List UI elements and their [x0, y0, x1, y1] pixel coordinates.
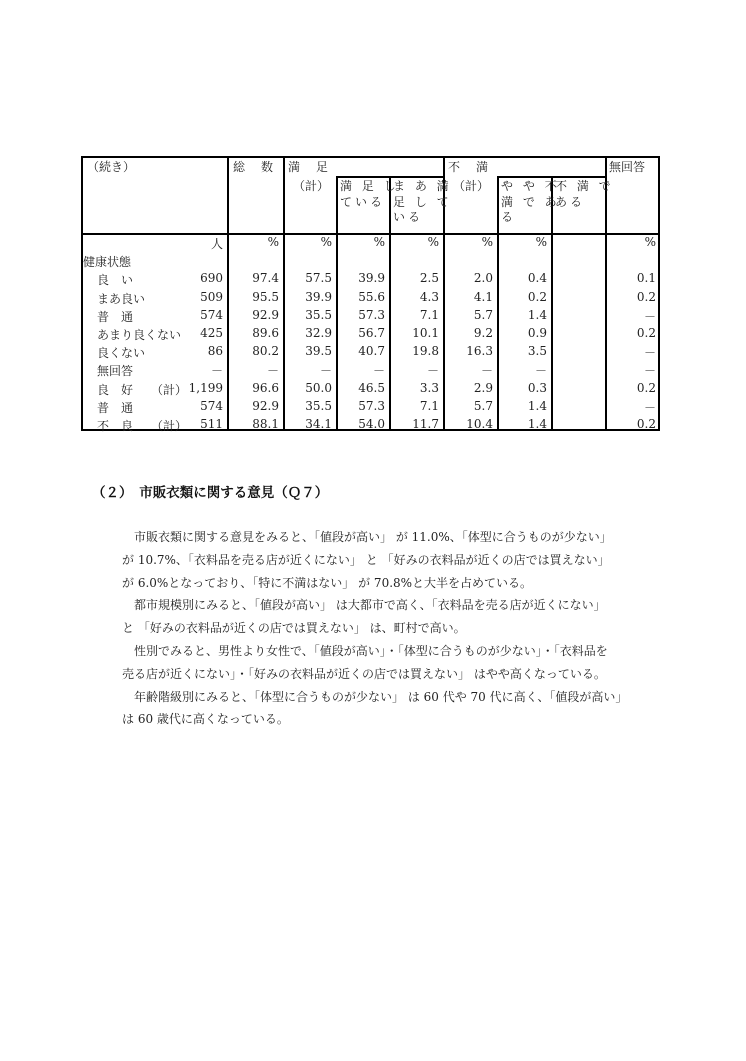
table-cell: 1,199 [188, 380, 223, 395]
table-cell: 1.4 [527, 417, 547, 431]
row-label: 不 良 （計） [97, 419, 188, 433]
table-cell: 57.3 [358, 307, 385, 322]
table-cell: 80.2 [252, 344, 279, 359]
table-cell: 3.3 [419, 380, 439, 395]
header-satisfied-somewhat: ま あ 満 足 し て いる [393, 179, 452, 224]
table-cell: 39.9 [305, 289, 332, 304]
table-cell: 0.2 [636, 326, 656, 340]
table-cell: 2.0 [473, 271, 493, 286]
header-total: 総 数 [233, 160, 276, 174]
table-cell: 2.9 [473, 380, 493, 395]
table-cell: － [643, 346, 656, 361]
table-cell: － [480, 364, 493, 379]
header-dissatisfied: 不 満 [448, 160, 491, 174]
header-dissatisfied-yes: 不 満 で ある [555, 179, 614, 209]
table-cell: 511 [200, 417, 223, 431]
row-label: 良 い [97, 273, 134, 288]
table-cell: 5.7 [473, 398, 493, 413]
table-cell: 95.5 [252, 289, 279, 304]
table-cell: 11.7 [412, 417, 439, 431]
table-cell: 32.9 [305, 326, 332, 340]
table-cell: 40.7 [358, 344, 385, 359]
table-cell: 16.3 [466, 344, 493, 359]
row-label: 良 好 （計） [97, 382, 188, 397]
unit-label: 人 [210, 237, 223, 251]
row-divider [336, 176, 443, 178]
unit-label: % [481, 235, 493, 249]
row-label: 良くない [97, 346, 146, 361]
table-cell: － [643, 364, 656, 379]
col-divider [283, 158, 285, 429]
table-cell: 35.5 [305, 398, 332, 413]
table-cell: 574 [200, 398, 223, 413]
table-cell: 1.4 [527, 307, 547, 322]
table-cell: 39.9 [358, 271, 385, 286]
table-cell: 425 [200, 326, 223, 340]
unit-label: % [644, 235, 656, 249]
row-label: あまり良くない [97, 328, 182, 342]
table-cell: 509 [200, 289, 223, 304]
table-cell: － [426, 364, 439, 379]
text-line: が 10.7%、「衣料品を売る店が近くにない」 と 「好みの衣料品が近くの店では買えない」 [122, 552, 610, 567]
table-cell: 56.7 [358, 326, 385, 340]
table-cell: 0.2 [636, 380, 656, 395]
col-divider [389, 176, 391, 429]
group-label: 健康状態 [83, 255, 132, 270]
unit-label: % [535, 235, 547, 249]
text-line: 都市規模別にみると、「値段が高い」 は大都市で高く、「衣料品を売る店が近くにない」 [122, 598, 606, 613]
table-cell: 50.0 [305, 380, 332, 395]
table-cell: 97.4 [252, 271, 279, 286]
table-cell: 0.9 [527, 326, 547, 340]
row-divider [497, 176, 605, 178]
table-cell: 96.6 [252, 380, 279, 395]
table-cell: 4.3 [419, 289, 439, 304]
table-cell: － [266, 364, 279, 379]
header-satisfied: 満 足 [288, 160, 331, 174]
table-cell: 7.1 [419, 398, 439, 413]
table-cell: 92.9 [252, 307, 279, 322]
row-label: 無回答 [97, 364, 134, 379]
table-cell: 54.0 [358, 417, 385, 431]
table-cell: 10.1 [412, 326, 439, 340]
table-cell: 574 [200, 307, 223, 322]
table-cell: 19.8 [412, 344, 439, 359]
table-cell: 0.2 [636, 289, 656, 304]
text-line: 市販衣類に関する意見をみると、「値段が高い」 が 11.0%、「体型に合うものが少ない」 [122, 530, 612, 544]
section-title: （２） 市販衣類に関する意見（Ｑ７） [92, 485, 329, 501]
table-cell: 86 [207, 344, 223, 359]
table-cell: 0.2 [636, 417, 656, 431]
header-divider [83, 233, 658, 235]
table-cell: 92.9 [252, 398, 279, 413]
table-cell: 35.5 [305, 307, 332, 322]
table-cell: － [643, 309, 656, 324]
table-cell: 0.2 [527, 289, 547, 304]
text-line: と 「好みの衣料品が近くの店では買えない」 は、町村で高い。 [122, 621, 466, 636]
table-cell: 7.1 [419, 307, 439, 322]
table-cell: 46.5 [358, 380, 385, 395]
table-cell: － [372, 364, 385, 379]
table-cell: － [534, 364, 547, 379]
text-line: は 60 歳代に高くなっている。 [122, 712, 289, 727]
unit-label: % [267, 235, 279, 249]
header-dissatisfied-somewhat: や や 不 満 で あ る [501, 179, 560, 224]
header-satisfied-total: （計） [293, 179, 330, 193]
table-cell: 2.5 [419, 271, 439, 286]
table-cell: 34.1 [305, 417, 332, 431]
table-cell: 88.1 [252, 417, 279, 431]
table-cell: 89.6 [252, 326, 279, 340]
table-cell: 10.4 [466, 417, 493, 431]
table-cell: 0.4 [527, 271, 547, 286]
table-cell: 1.4 [527, 398, 547, 413]
table-cell: 57.5 [305, 271, 332, 286]
corner-label: （続き） [87, 160, 136, 174]
table-cell: 5.7 [473, 307, 493, 322]
table-cell: － [319, 364, 332, 379]
table-cell: － [643, 400, 656, 415]
col-divider [336, 176, 338, 429]
table-cell: 55.6 [358, 289, 385, 304]
table-cell: 57.3 [358, 398, 385, 413]
table-cell: － [210, 364, 223, 379]
col-divider [497, 176, 499, 429]
table-cell: 39.5 [305, 344, 332, 359]
row-label: 普 通 [97, 309, 134, 324]
table-cell: 9.2 [473, 326, 493, 340]
table-cell: 3.5 [527, 344, 547, 359]
text-line: 年齢階級別にみると、「体型に合うものが少ない」 は 60 代や 70 代に高く、「値段が高い」 [122, 689, 628, 704]
text-line: 売る店が近くにない」・「好みの衣料品が近くの店では買えない」 はやや高くなっている。 [122, 666, 606, 681]
row-label: まあ良い [97, 291, 146, 306]
col-divider [227, 158, 229, 429]
table-cell: 4.1 [473, 289, 493, 304]
header-dissatisfied-total: （計） [453, 179, 490, 193]
health-satisfaction-table [81, 156, 660, 431]
row-label: 普 通 [97, 400, 134, 415]
text-line: 性別でみると、男性より女性で、「値段が高い」・「体型に合うものが少ない」・「衣料品を [122, 644, 608, 658]
table-cell: 0.3 [527, 380, 547, 395]
header-no-answer: 無回答 [609, 160, 646, 174]
table-cell: 0.1 [636, 271, 656, 286]
header-satisfied-yes: 満 足 し ている [340, 179, 399, 209]
unit-label: % [320, 235, 332, 249]
unit-label: % [427, 235, 439, 249]
text-line: が 6.0%となっており、「特に不満はない」 が 70.8%と大半を占めている。 [122, 575, 533, 590]
table-cell: 690 [200, 271, 223, 286]
unit-label: % [373, 235, 385, 249]
